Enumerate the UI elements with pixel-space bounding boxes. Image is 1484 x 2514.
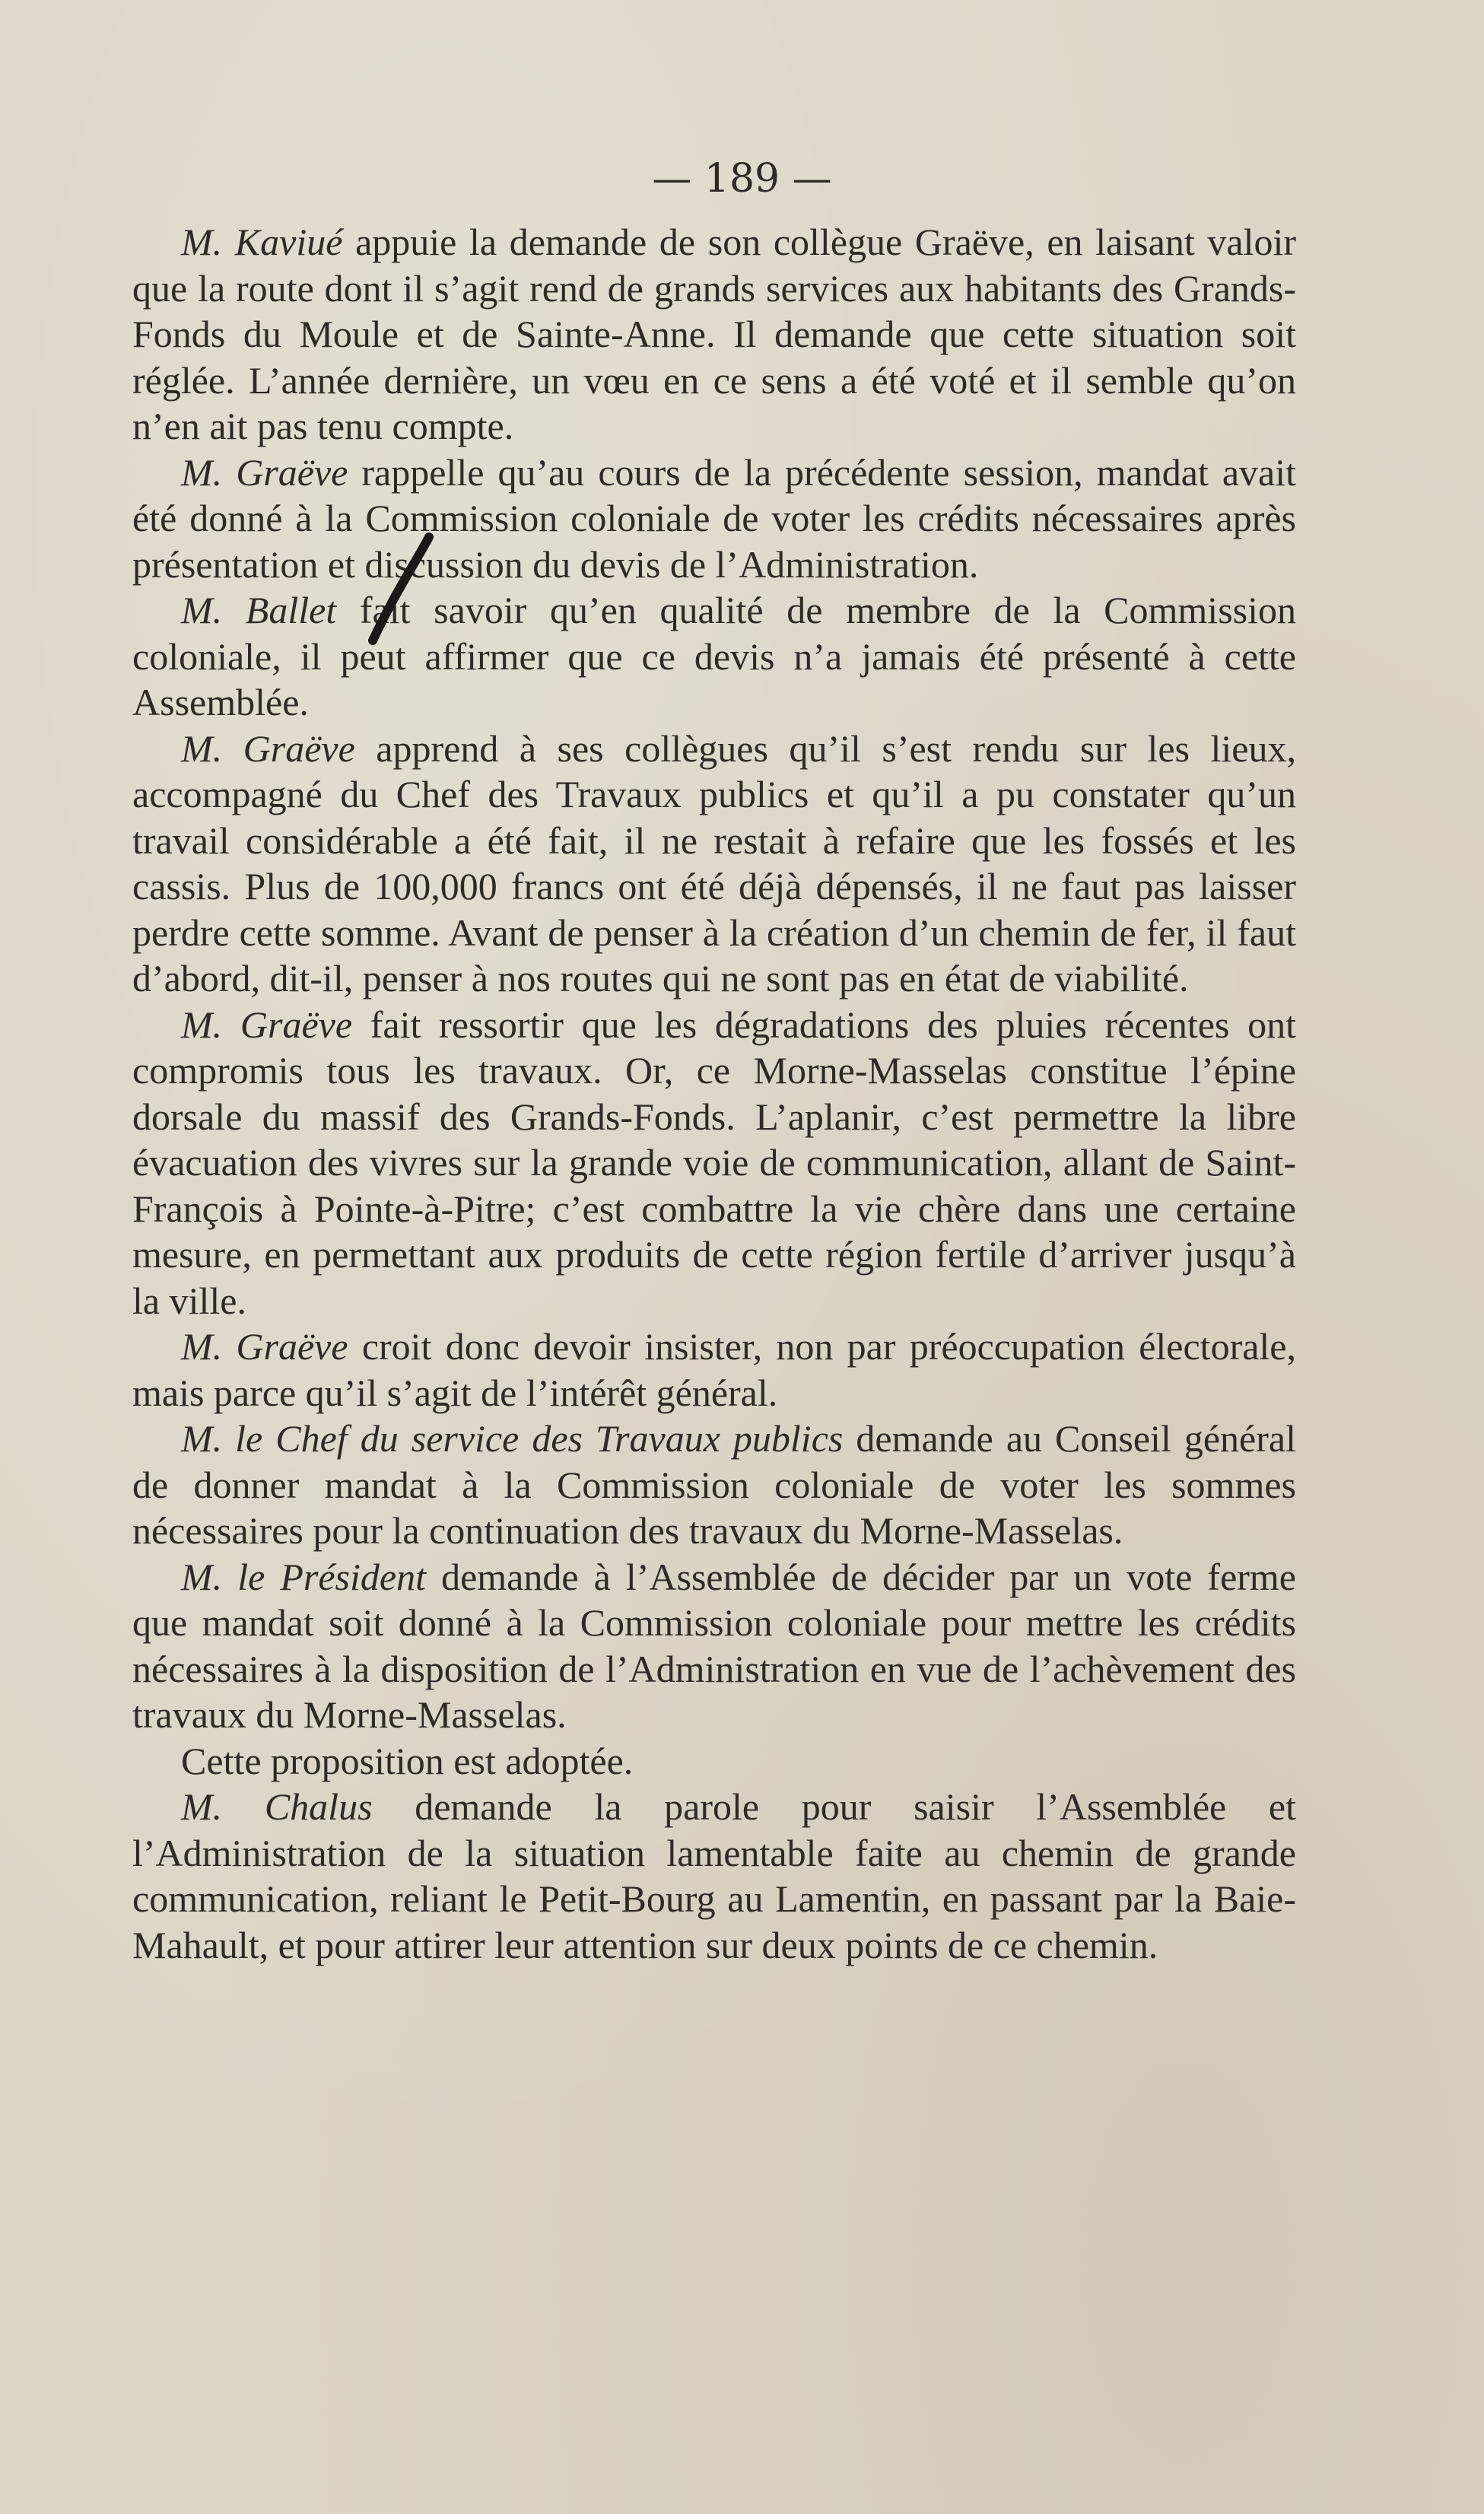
page-body — [132, 219, 1296, 1968]
paragraph — [132, 1738, 1296, 1785]
speaker-name: M. Ballet — [181, 589, 337, 631]
paragraph — [132, 1784, 1296, 1968]
paragraph — [132, 450, 1296, 588]
paragraph-text: demande au Conseil général de donner mandat à la Commission coloniale de voter les sommes nécessaires pour la continuation des travaux du Morne-Masselas. — [132, 1417, 1296, 1552]
paragraph-text: Cette proposition est adoptée. — [181, 1739, 634, 1782]
paragraph-text: fait savoir qu’en qualité de membre de la Commission coloniale, il peut affirmer que ce devis n’a jamais été présenté à cette Assemblée. — [132, 589, 1297, 723]
speaker-name: M. Graëve — [181, 1003, 353, 1046]
speaker-name: M. Chalus — [181, 1785, 373, 1828]
paragraph-text: fait ressortir que les dégradations des pluies récentes ont compromis tous les travaux. Or, ce Morne-Masselas constitue l’épine dorsale du massif des Grands-Fonds. L’aplanir, c’est permettre la libre évacuation des vivres sur la grande voie de communication, allant de Saint-François à Pointe-à-Pitre; c’est combattre la vie chère dans une certaine mesure, en permettant aux produits de cette région fertile d’arriver jusqu’à la ville. — [132, 1003, 1297, 1322]
speaker-name: M. Graëve — [181, 450, 348, 494]
paragraph-text: croit donc devoir insister, non par préoccupation électorale, mais parce qu’il s’agit de l’intérêt général. — [132, 1325, 1296, 1414]
paragraph — [132, 1554, 1296, 1738]
speaker-name: M. le Président — [181, 1555, 426, 1598]
page-number: — 189 — — [652, 156, 832, 202]
paragraph-text: rappelle qu’au cours de la précédente session, mandat avait été donné à la Commission coloniale de voter les crédits nécessaires après présentation et discussion du devis de l’Administration. — [132, 450, 1296, 586]
paragraph-text: apprend à ses collègues qu’il s’est rendu sur les lieux, accompagné du Chef des Travaux publics et qu’il a pu constater qu’un travail considérable a été fait, il ne restait à refaire que les fossés et les cassis. Plus de 100,000 francs ont été déjà dépensés, il ne faut pas laisser perdre cette somme. Avant de penser à la création d’un chemin de fer, il faut d’abord, dit-il, penser à nos routes qui ne sont pas en état de viabilité. — [132, 726, 1296, 1000]
speaker-name: M. Graëve — [181, 1325, 348, 1368]
paragraph-text: appuie la demande de son collègue Graëve, en laisant valoir que la route dont il s’agit rend de grands services aux habitants des Grands-Fonds du Moule et de Sainte-Anne. Il demande que cette situation soit réglée. L’année dernière, un vœu en ce sens a été voté et il semble qu’on n’en ait pas tenu compte. — [132, 221, 1296, 447]
paragraph — [132, 587, 1296, 726]
paragraph — [132, 1416, 1296, 1554]
paragraph — [132, 1002, 1296, 1324]
paragraph — [132, 1324, 1296, 1416]
speaker-name: M. le Chef du service des Travaux publics — [181, 1417, 844, 1460]
paragraph — [132, 219, 1296, 450]
ink-stroke-mark — [362, 532, 438, 647]
paragraph-text: demande à l’Assemblée de décider par un vote ferme que mandat soit donné à la Commission coloniale pour mettre les crédits nécessaires à la disposition de l’Administration en vue de l’achèvement des travaux du Morne-Masselas. — [132, 1555, 1296, 1736]
speaker-name: M. Graëve — [181, 726, 355, 770]
speaker-name: M. Kaviué — [181, 221, 343, 263]
paragraph — [132, 726, 1296, 1002]
paragraph-text: demande la parole pour saisir l’Assemblée et l’Administration de la situation lamentable faite au chemin de grande communication, reliant le Petit-Bourg au Lamentin, en passant par la Baie-Mahault, et pour attirer leur attention sur deux points de ce chemin. — [132, 1785, 1296, 1966]
